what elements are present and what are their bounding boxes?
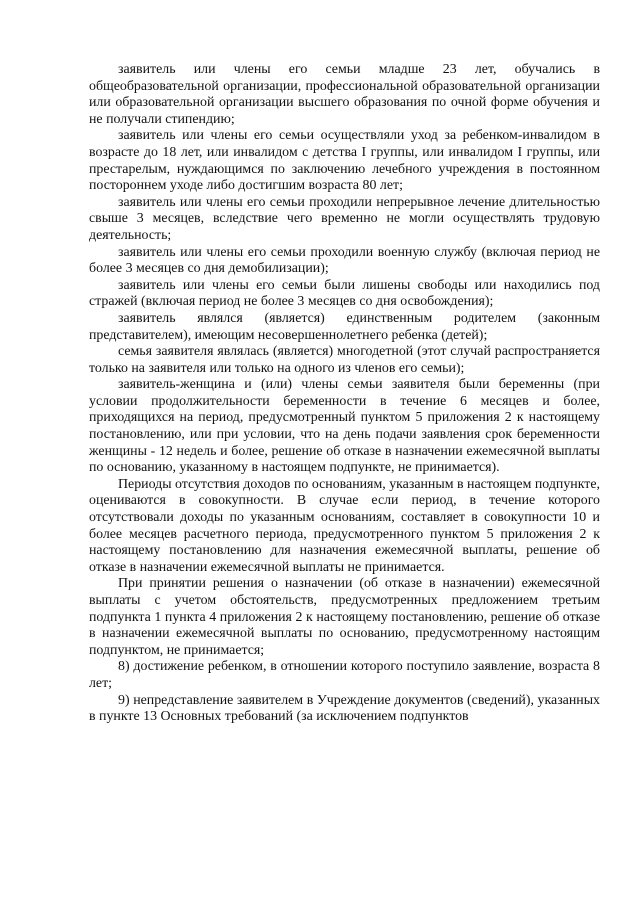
paragraph-military-service: заявитель или члены его семьи проходили военную службу (включая период не более 3 месяцев со дня демобилизации);	[89, 244, 600, 277]
paragraph-single-parent: заявитель являлся (является) единственным родителем (законным представителем), имеющим несовершеннолетнего ребенка (детей);	[89, 310, 600, 343]
paragraph-item-9: 9) непредставление заявителем в Учреждение документов (сведений), указанных в пункте 13 Основных требований (за исключением подпунктов	[89, 692, 600, 725]
paragraph-imprisonment: заявитель или члены его семьи были лишены свободы или находились под стражей (включая период не более 3 месяцев со дня освобождения);	[89, 277, 600, 310]
paragraph-caregiving: заявитель или члены его семьи осуществляли уход за ребенком-инвалидом в возрасте до 18 лет, или инвалидом с детства I группы, или инвалидом I группы, или престарелым, нуждающимся по заключению лечебного учреждения в постоянном постороннем уходе либо достигшим возраста 80 лет;	[89, 128, 600, 194]
paragraph-large-family: семья заявителя являлась (является) многодетной (этот случай распространяется только на заявителя или только на одного из членов его семьи);	[89, 344, 600, 376]
paragraph-decision-circumstances: При принятии решения о назначении (об отказе в назначении) ежемесячной выплаты с учетом обстоятельств, предусмотренных предложением третьим подпункта 1 пункта 4 приложения 2 к настоящему постановлению, решение об отказе в назначении ежемесячной выплаты по основанию, предусмотренному настоящим подпунктом, не принимается;	[89, 576, 600, 658]
paragraph-treatment: заявитель или члены его семьи проходили непрерывное лечение длительностью свыше 3 месяцев, вследствие чего временно не могли осуществлять трудовую деятельность;	[89, 194, 600, 243]
paragraph-pregnancy: заявитель-женщина и (или) члены семьи заявителя были беременны (при условии продолжительности беременности в течение 6 месяцев и более, приходящихся на период, предусмотренный пунктом 5 приложения 2 к настоящему постановлению, или при условии, что на день подачи заявления срок беременности женщины - 12 недель и более, решение об отказе в назначении ежемесячной выплаты по основанию, указанному в настоящем подпункте, не принимается).	[89, 377, 600, 476]
paragraph-students: заявитель или члены его семьи младше 23 лет, обучались в общеобразовательной организации, профессиональной образовательной организации или образовательной организации высшего образования по очной форме обучения и не получали стипендию;	[89, 62, 600, 127]
document-page	[89, 62, 600, 726]
paragraph-item-8: 8) достижение ребенком, в отношении которого поступило заявление, возраста 8 лет;	[89, 659, 600, 691]
paragraph-absence-periods: Периоды отсутствия доходов по основаниям, указанным в настоящем подпункте, оцениваются в совокупности. В случае если период, в течение которого отсутствовали доходы по указанным основаниям, составляет в совокупности 10 и более месяцев расчетного периода, предусмотренного пунктом 5 приложения 2 к настоящему постановлению для назначения ежемесячной выплаты, решение об отказе в назначении ежемесячной выплаты не принимается.	[89, 476, 600, 575]
